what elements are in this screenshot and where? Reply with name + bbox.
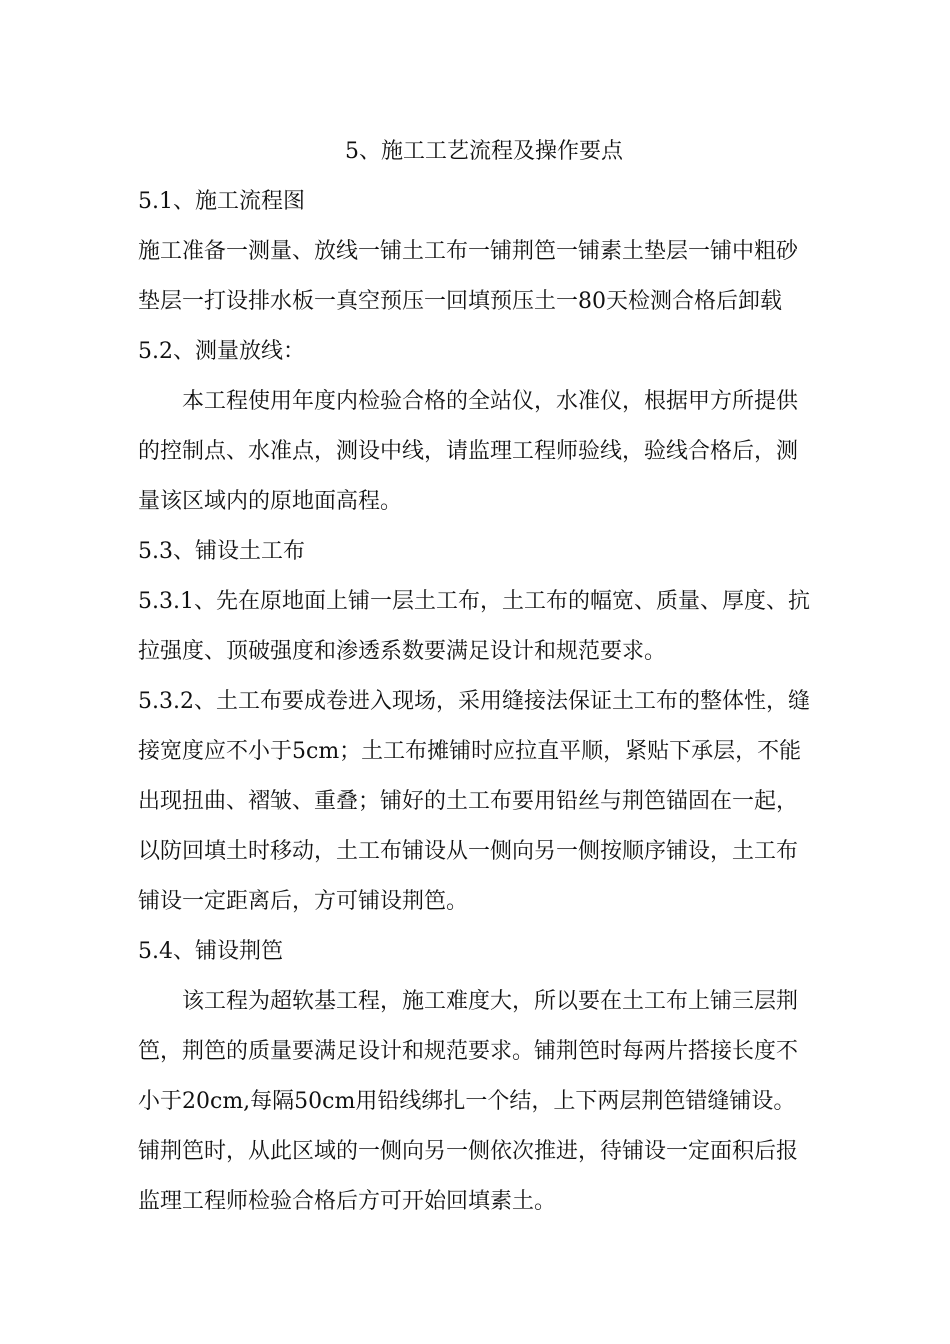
- paragraph-line: 以防回填土时移动，土工布铺设从一侧向另一侧按顺序铺设，土工布: [138, 839, 799, 864]
- document-body: [138, 127, 820, 1227]
- paragraph-line: 量该区域内的原地面高程。: [138, 489, 403, 514]
- paragraph-line: 接宽度应不小于5cm；土工布摊铺时应拉直平顺，紧贴下承层，不能: [138, 739, 802, 764]
- section-heading-5-3: 5.3、铺设土工布: [138, 539, 305, 564]
- paragraph-line: 该工程为超软基工程，施工难度大，所以要在土工布上铺三层荆: [182, 989, 799, 1014]
- paragraph-line: 铺荆笆时，从此区域的一侧向另一侧依次推进，待铺设一定面积后报: [138, 1139, 799, 1164]
- paragraph-line: 监理工程师检验合格后方可开始回填素土。: [138, 1189, 557, 1214]
- section-heading-5-4: 5.4、铺设荆笆: [138, 939, 283, 964]
- paragraph-line: 5.3.1、先在原地面上铺一层土工布，土工布的幅宽、质量、厚度、抗: [138, 589, 810, 614]
- paragraph-line: 施工准备一测量、放线一铺土工布一铺荆笆一铺素土垫层一铺中粗砂: [138, 239, 799, 264]
- paragraph-line: 拉强度、顶破强度和渗透系数要满足设计和规范要求。: [138, 639, 667, 664]
- section-heading-5-1: 5.1、施工流程图: [138, 189, 305, 214]
- paragraph-line: 笆，荆笆的质量要满足设计和规范要求。铺荆笆时每两片搭接长度不: [138, 1039, 799, 1064]
- paragraph-line: 小于20cm,每隔50cm用铅线绑扎一个结，上下两层荆笆错缝铺设。: [138, 1089, 796, 1114]
- paragraph-line: 出现扭曲、褶皱、重叠；铺好的土工布要用铅丝与荆笆锚固在一起，: [138, 789, 799, 814]
- paragraph-line: 垫层一打设排水板一真空预压一回填预压土一80天检测合格后卸载: [138, 289, 782, 314]
- paragraph-line: 5.3.2、土工布要成卷进入现场，采用缝接法保证土工布的整体性，缝: [138, 689, 810, 714]
- paragraph-line: 的控制点、水准点，测设中线，请监理工程师验线，验线合格后，测: [138, 439, 799, 464]
- paragraph-line: 铺设一定距离后，方可铺设荆笆。: [138, 889, 469, 914]
- section-heading-5-2: 5.2、测量放线：: [138, 339, 305, 364]
- page-title: 5、施工工艺流程及操作要点: [345, 139, 623, 164]
- paragraph-line: 本工程使用年度内检验合格的全站仪，水准仪，根据甲方所提供: [182, 389, 799, 414]
